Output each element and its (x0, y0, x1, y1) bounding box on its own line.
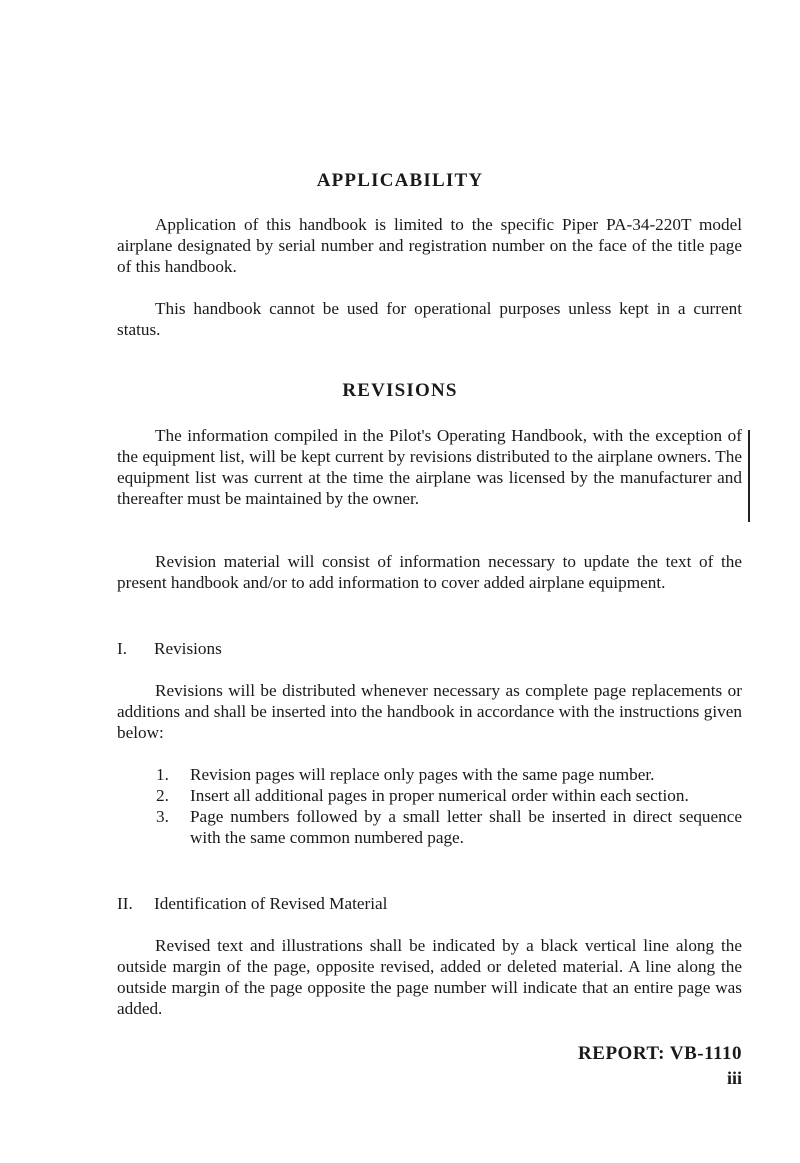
report-number: REPORT: VB-1110 (578, 1043, 742, 1064)
section-2-text: Revised text and illustrations shall be indicated by a black vertical line along the outside margin of the page, opposite revised, added or deleted material. A line along the outside margin of the page opposite the page number will indicate that an entire page was added. (117, 936, 742, 1018)
page-number: iii (726, 1068, 742, 1088)
section-1-heading (117, 638, 222, 659)
section-1-text: Revisions will be distributed whenever necessary as complete page replacements or additions and shall be inserted into the handbook in accordance with the instructions given below: (117, 681, 742, 742)
section-2-title: Identification of Revised Material (154, 894, 388, 913)
list-item (156, 806, 742, 848)
list-item-number: 3. (156, 807, 169, 826)
list-item-text: Revision pages will replace only pages with the same page number. (190, 765, 655, 784)
list-item-number: 2. (156, 786, 169, 805)
list-item-text: Insert all additional pages in proper numerical order within each section. (190, 786, 689, 805)
section-1-title: Revisions (154, 639, 222, 658)
section-2-paragraph (117, 935, 742, 1019)
section-1-number: I. (117, 639, 128, 658)
revisions-text-1: The information compiled in the Pilot's Operating Handbook, with the exception of the equipment list, will be kept current by revisions distributed to the airplane owners. The equipment list was current at the time the airplane was licensed by the manufacturer and thereafter must be maintained by the owner. (117, 426, 742, 508)
revision-bar (748, 430, 750, 522)
revisions-paragraph-2 (117, 551, 742, 593)
list-item (156, 785, 742, 806)
applicability-paragraph-2 (117, 298, 742, 340)
applicability-paragraph-1 (117, 214, 742, 277)
list-item-text: Page numbers followed by a small letter shall be inserted in direct sequence with the same common numbered page. (190, 807, 742, 847)
applicability-text-2: This handbook cannot be used for operational purposes unless kept in a current status. (117, 299, 742, 339)
section-2-heading (117, 893, 387, 914)
list-item-number: 1. (156, 765, 169, 784)
list-item (156, 764, 742, 785)
revision-instructions-list (156, 764, 742, 848)
revisions-paragraph-1 (117, 425, 742, 509)
section-1-paragraph (117, 680, 742, 743)
revisions-text-2: Revision material will consist of information necessary to update the text of the present handbook and/or to add information to cover added airplane equipment. (117, 552, 742, 592)
applicability-text-1: Application of this handbook is limited to the specific Piper PA-34-220T model airplane designated by serial number and registration number on the face of the title page of this handbook. (117, 215, 742, 276)
section-2-number: II. (117, 894, 133, 913)
applicability-heading: APPLICABILITY (316, 170, 484, 191)
revisions-heading: REVISIONS (342, 380, 458, 401)
